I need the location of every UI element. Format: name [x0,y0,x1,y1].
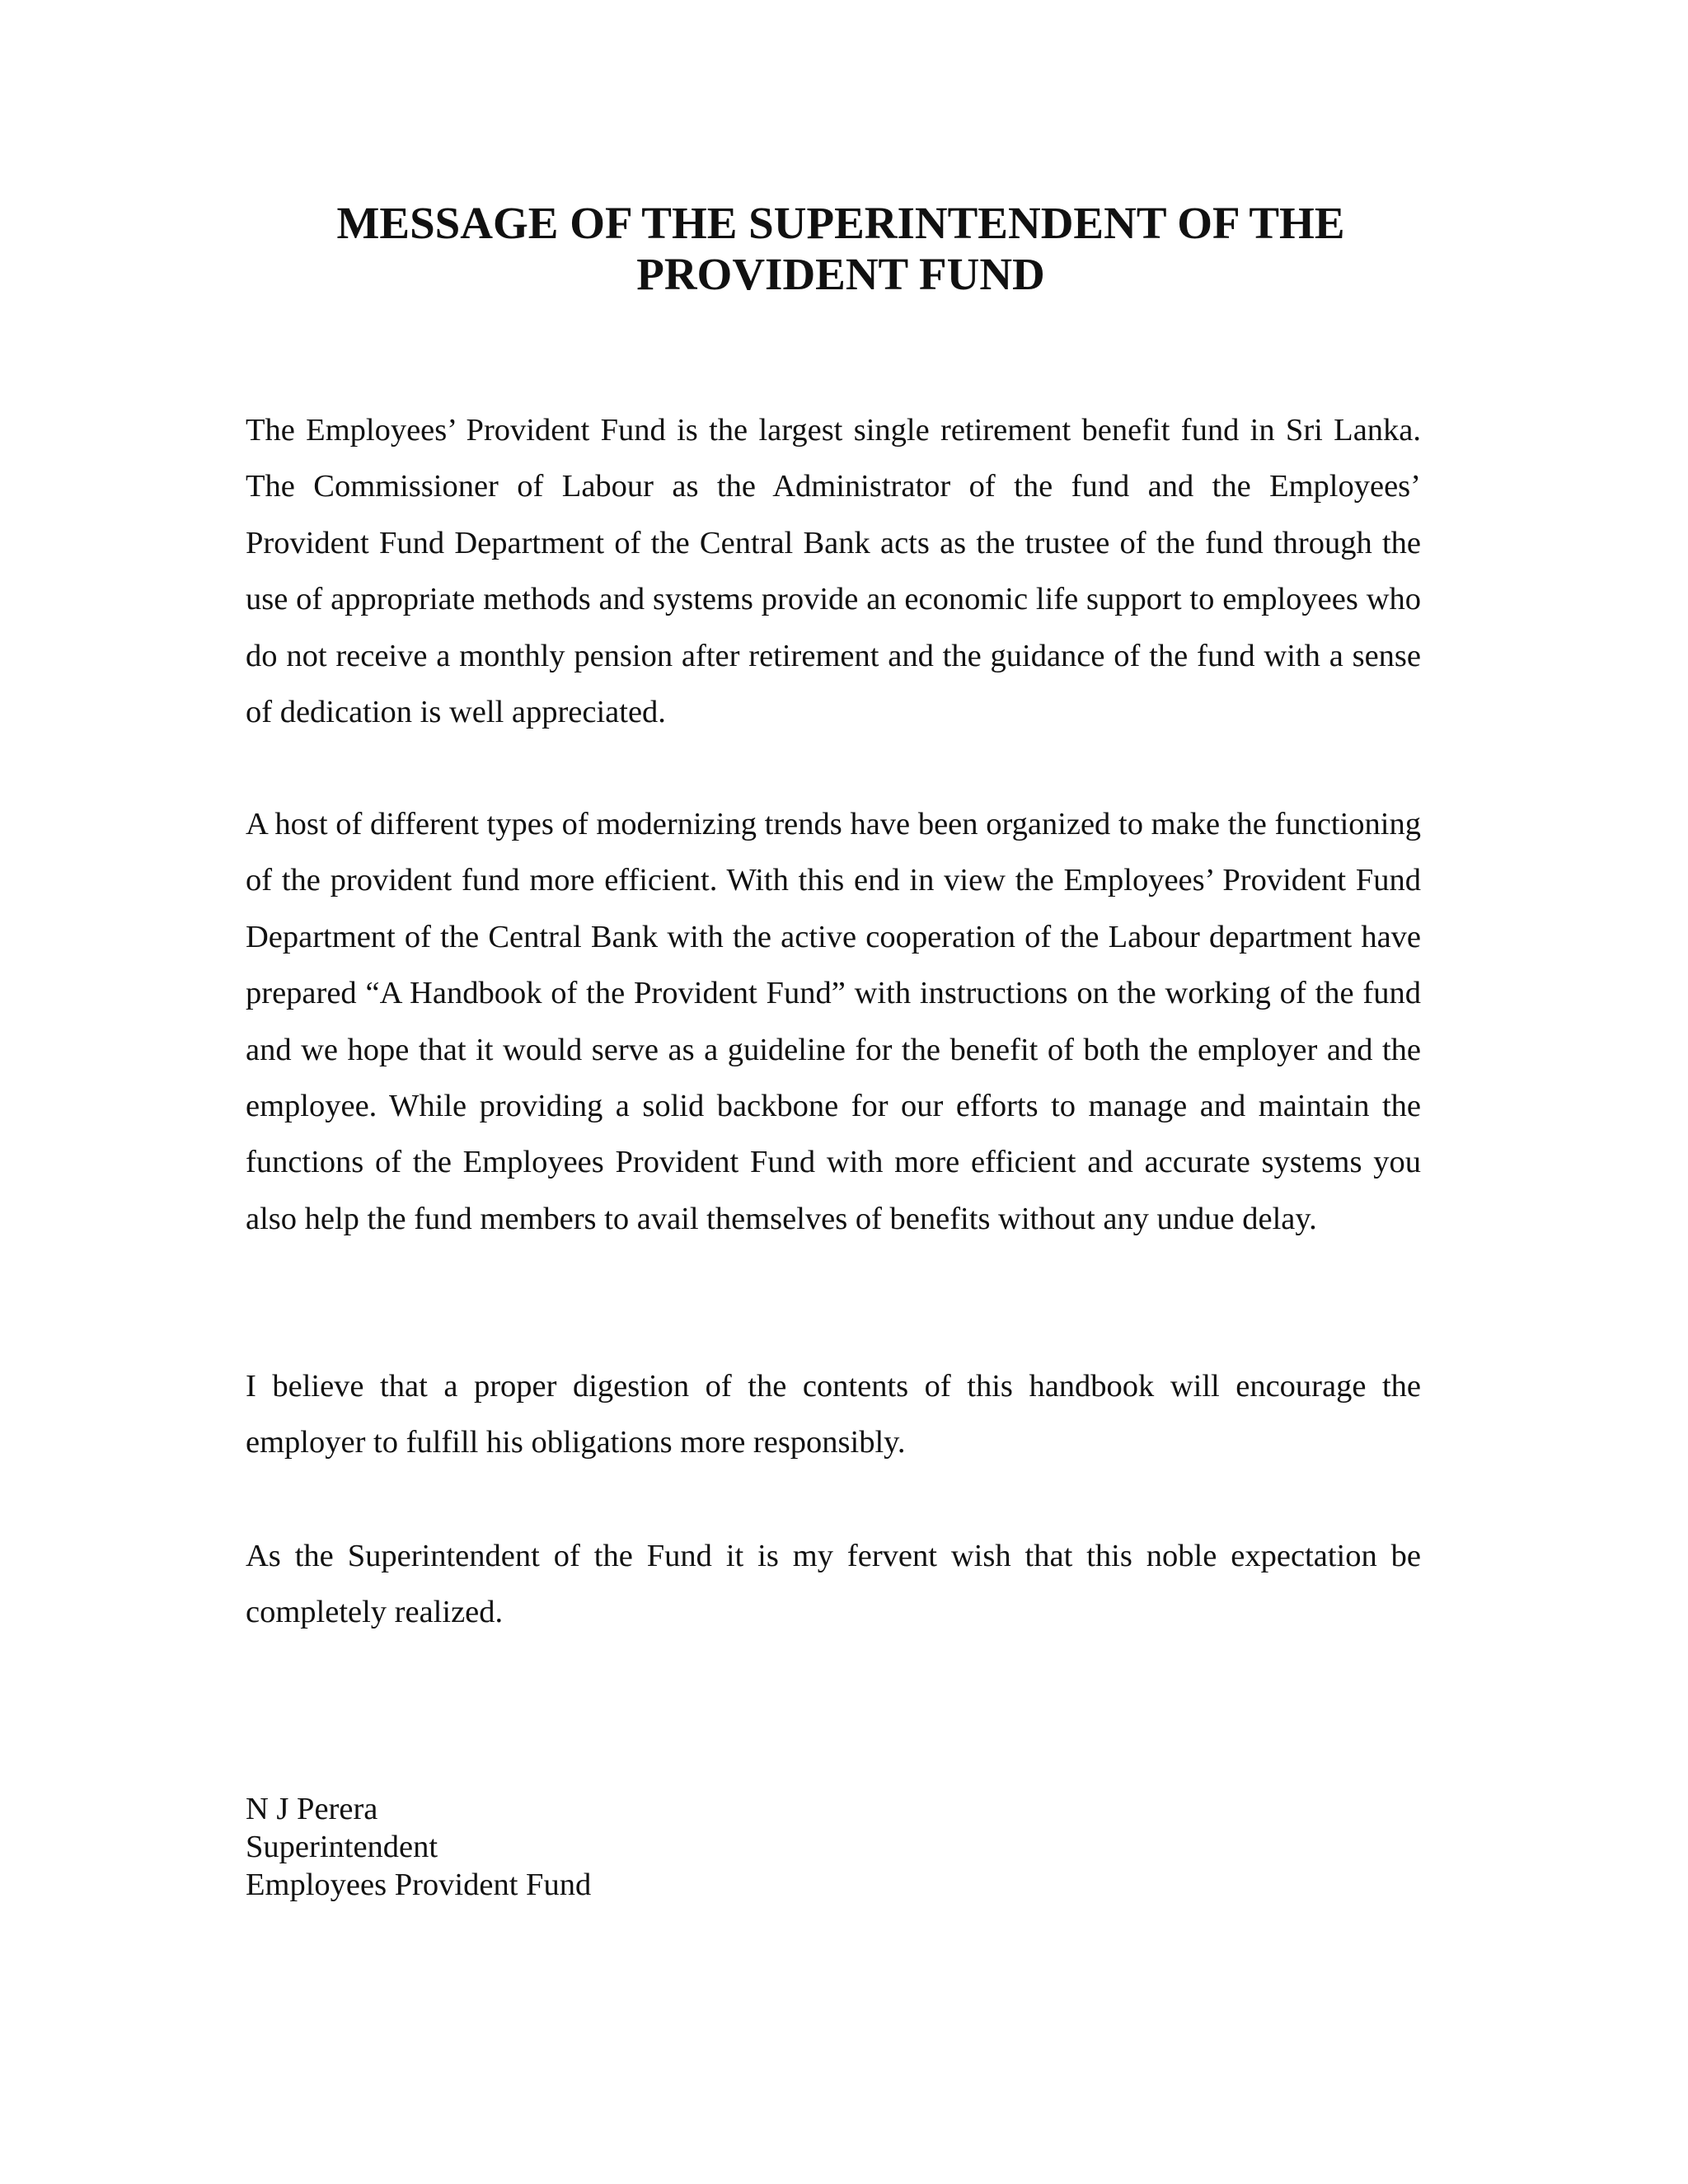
title-line-2: PROVIDENT FUND [636,249,1045,299]
paragraph-1: The Employees’ Provident Fund is the largest single retirement benefit fund in Sri Lanka. The Commissioner of Labour as the Administrator of the fund and the Employees’ Provident Fund Department of the Central Bank acts as the trustee of the fund through the use of appropriate methods and systems provide an economic life support to employees who do not receive a monthly pension after retirement and the guidance of the fund with a sense of dedication is well appreciated. [246,413,1421,730]
title-line-1: MESSAGE OF THE SUPERINTENDENT OF THE [336,198,1345,248]
paragraph-2: A host of different types of modernizing trends have been organized to make the functioning of the provident fund more efficient. With this end in view the Employees’ Provident Fund Department of the Central Bank with the active cooperation of the Labour department have prepared “A Handbook of the Provident Fund” with instructions on the working of the fund and we hope that it would serve as a guideline for the benefit of both the employer and the employee. While providing a solid backbone for our efforts to manage and maintain the functions of the Employees Provident Fund with more efficient and accurate systems you also help the fund members to avail themselves of benefits without any undue delay. [246,807,1421,1236]
signatory-name: N J Perera [246,1792,378,1826]
signature-block [246,1790,591,1904]
paragraph-4: As the Superintendent of the Fund it is my fervent wish that this noble expectation be completely realized. [246,1539,1421,1630]
signatory-organization: Employees Provident Fund [246,1868,592,1902]
signatory-position: Superintendent [246,1830,438,1864]
paragraph-3: I believe that a proper digestion of the contents of this handbook will encourage the employer to fulfill his obligations more responsibly. [246,1369,1421,1460]
page-title [247,198,1434,300]
